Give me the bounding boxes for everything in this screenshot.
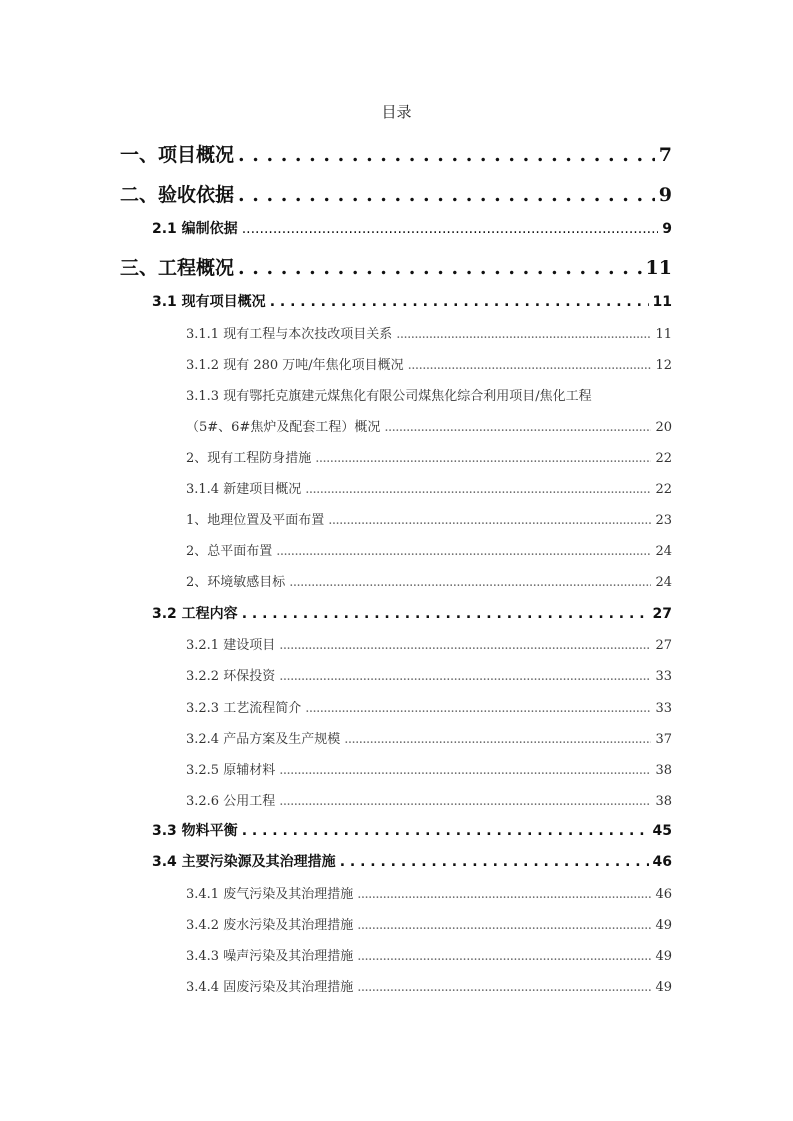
toc-leader-dots [270,294,649,310]
toc-leader-dots [305,701,651,716]
toc-entry-page: 33 [655,669,672,684]
toc-leader-dots [289,575,651,590]
toc-leader-dots [276,544,651,559]
toc-leader-dots [344,732,651,747]
toc-leader-dots [315,451,651,466]
toc-leader-dots [328,513,651,528]
toc-entry-label: 2、现有工程防身措施 [186,451,312,466]
toc-entry[interactable] [120,140,672,167]
toc-entry[interactable] [186,354,672,373]
toc-entry-label: 3.4.1 废气污染及其治理措施 [186,887,354,902]
toc-leader-dots [242,221,659,237]
toc-leader-dots [357,887,651,902]
toc-entry-page: 33 [655,701,672,716]
toc-entry-label: 3.4 主要污染源及其治理措施 [152,854,336,870]
toc-entry[interactable] [186,976,672,995]
toc-leader-dots [408,358,652,373]
toc-entry[interactable] [152,603,672,623]
toc-entry-page: 49 [655,980,672,995]
toc-entry-label: 2、环境敏感目标 [186,575,286,590]
toc-entry[interactable] [186,540,672,559]
toc-entry-page: 24 [655,575,672,590]
toc-entry-label: 3.2.3 工艺流程简介 [186,701,302,716]
toc-leader-dots [279,638,651,653]
toc-entry-page: 11 [655,327,672,342]
toc-leader-dots [357,918,651,933]
toc-entry-page: 22 [655,482,672,497]
toc-leader-dots [238,144,655,166]
toc-entry[interactable] [186,790,672,809]
toc-entry[interactable] [186,728,672,747]
toc-entry-label: 3.1.1 现有工程与本次技改项目关系 [186,327,393,342]
toc-entry-label: 3.2.2 环保投资 [186,669,276,684]
toc-entry-page: 9 [662,221,672,237]
toc-entry-label: 3.4.4 固废污染及其治理措施 [186,980,354,995]
toc-entry-page: 11 [645,257,672,279]
toc-entry[interactable] [186,385,672,404]
toc-leader-dots [238,184,655,206]
toc-leader-dots [396,327,651,342]
toc-entry-page: 49 [655,949,672,964]
toc-entry[interactable] [152,851,672,871]
toc-entry-page: 27 [655,638,672,653]
toc-leader-dots [279,763,651,778]
toc-entry-label: 3.2 工程内容 [152,606,238,622]
toc-leader-dots [279,794,651,809]
toc-entry-page: 20 [655,420,672,435]
toc-entry-page: 49 [655,918,672,933]
toc-entry[interactable] [152,820,672,840]
toc-entry-label: 3.4.2 废水污染及其治理措施 [186,918,354,933]
toc-leader-dots [279,669,651,684]
toc-entry-label: 2.1 编制依据 [152,221,238,237]
toc-entry-label: 二、验收依据 [120,184,235,206]
toc-entry-page: 24 [655,544,672,559]
toc-entry-label: 3.3 物料平衡 [152,823,238,839]
toc-entry[interactable] [152,291,672,311]
toc-entry-page: 23 [655,513,672,528]
toc-entry-page: 12 [655,358,672,373]
toc-entry[interactable] [186,665,672,684]
toc-entry-label: 一、项目概况 [120,144,235,166]
toc-leader-dots [357,980,651,995]
toc-entry-page: 38 [655,763,672,778]
toc-entry-label: 3.1 现有项目概况 [152,294,266,310]
toc-entry-label: 3.2.1 建设项目 [186,638,276,653]
toc-entry-label: 1、地理位置及平面布置 [186,513,325,528]
toc-entry-page: 37 [655,732,672,747]
toc-entry-label: 3.1.4 新建项目概况 [186,482,302,497]
toc-entry-page: 46 [655,887,672,902]
toc-leader-dots [305,482,651,497]
toc-entry[interactable] [120,180,672,207]
toc-leader-dots [384,420,651,435]
toc-entry-label: 2、总平面布置 [186,544,273,559]
toc-entry[interactable] [186,447,672,466]
toc-entry-label: 3.2.6 公用工程 [186,794,276,809]
toc-leader-dots [242,823,649,839]
toc-entry-page: 45 [652,823,672,839]
toc-entry[interactable] [186,634,672,653]
toc-title: 目录 [381,103,412,121]
toc-leader-dots [238,257,642,279]
toc-entry[interactable] [152,218,672,238]
toc-entry-page: 38 [655,794,672,809]
toc-entry[interactable] [186,478,672,497]
toc-entry-label: （5#、6#焦炉及配套工程）概况 [186,420,381,435]
toc-entry[interactable] [186,914,672,933]
toc-entry[interactable] [120,253,672,280]
toc-entry[interactable] [186,945,672,964]
toc-entry[interactable] [186,571,672,590]
toc-entry-label: 3.1.2 现有 280 万吨/年焦化项目概况 [186,358,404,373]
toc-entry-page: 11 [652,294,672,310]
toc-entry[interactable] [186,883,672,902]
toc-entry-page: 9 [658,184,672,206]
toc-entry-page: 46 [652,854,672,870]
toc-entry-label: 3.2.5 原辅材料 [186,763,276,778]
toc-entry[interactable] [186,509,672,528]
toc-entry-page: 7 [658,144,672,166]
toc-entry-page: 27 [652,606,672,622]
toc-entry-label: 3.4.3 噪声污染及其治理措施 [186,949,354,964]
toc-entry-label: 3.2.4 产品方案及生产规模 [186,732,341,747]
toc-leader-dots [357,949,651,964]
toc-entry-page: 22 [655,451,672,466]
toc-entry[interactable] [186,697,672,716]
toc-entry[interactable] [186,759,672,778]
toc-leader-dots [242,606,649,622]
toc-entry[interactable] [186,416,672,435]
toc-entry[interactable] [186,323,672,342]
toc-leader-dots [340,854,649,870]
toc-entry-label: 三、工程概况 [120,257,235,279]
toc-entry-label: 3.1.3 现有鄂托克旗建元煤焦化有限公司煤焦化综合利用项目/焦化工程 [186,389,592,404]
